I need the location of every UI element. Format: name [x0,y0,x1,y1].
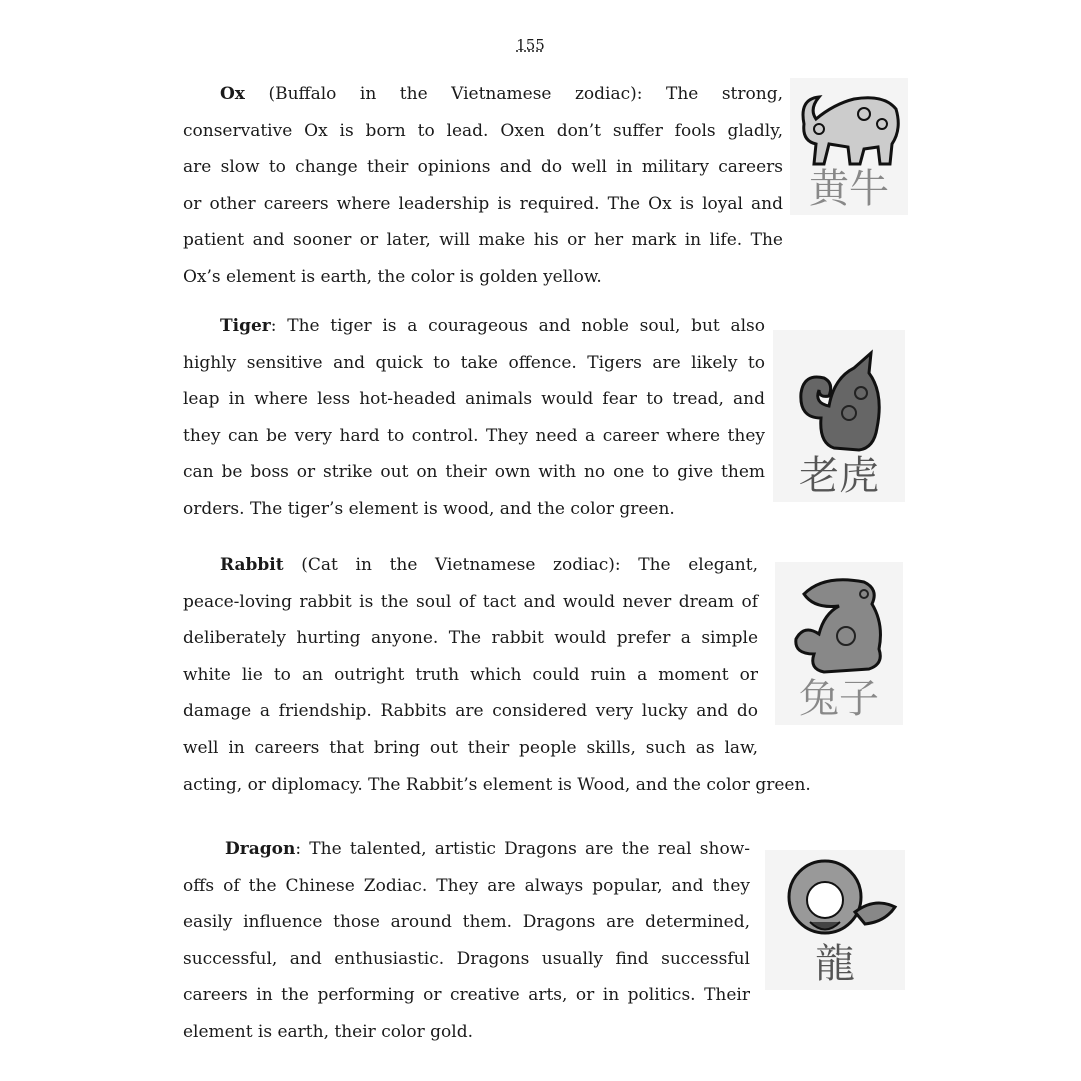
paragraph-line: Tiger: The tiger is a courageous and noble soul, but also [220,316,765,336]
chinese-characters: 龍 [815,941,855,987]
paragraph-line: orders. The tiger’s element is wood, and the color green. [183,498,675,519]
tiger-illustration [773,330,905,502]
paragraph-line: successful, and enthusiastic. Dragons usually find successful [183,948,750,969]
paragraph-line: well in careers that bring out their people skills, such as law, [183,737,758,758]
ox-paragraph [183,76,783,296]
paragraph-line: Ox’s element is earth, the color is golden yellow. [183,266,602,287]
rabbit-illustration [775,562,903,725]
paragraph-line: or other careers where leadership is required. The Ox is loyal and [183,193,783,214]
tiger-icon [789,348,889,456]
paragraph-line: Rabbit (Cat in the Vietnamese zodiac): The elegant, [220,555,758,575]
paragraph-line: careers in the performing or creative arts, or in politics. Their [183,985,750,1006]
paragraph-line: deliberately hurting anyone. The rabbit would prefer a simple [183,628,758,649]
ox-illustration [790,78,908,215]
paragraph-line: highly sensitive and quick to take offence. Tigers are likely to [183,352,765,373]
paragraph-line: are slow to change their opinions and do well in military careers [183,157,783,178]
dragon-illustration [765,850,905,990]
rabbit-paragraph [183,547,811,803]
paragraph-line: peace-loving rabbit is the soul of tact and would never dream of [183,591,758,612]
paragraph-line: acting, or diplomacy. The Rabbit’s element is Wood, and the color green. [183,774,811,795]
paragraph-line: damage a friendship. Rabbits are considered very lucky and do [183,701,758,722]
paragraph-line: white lie to an outright truth which could ruin a moment or [183,664,758,685]
entry-name: Rabbit [220,555,284,575]
ox-icon [794,89,904,169]
rabbit-icon [784,574,894,679]
entry-name: Tiger [220,316,271,336]
paragraph-line: conservative Ox is born to lead. Oxen don’t suffer fools gladly, [183,120,783,141]
paragraph-line: offs of the Chinese Zodiac. They are always popular, and they [183,875,750,896]
chinese-characters: 黄牛 [809,166,889,212]
paragraph-line: Dragon: The talented, artistic Dragons are the real show- [225,839,750,859]
dragon-icon [765,852,905,944]
chinese-characters: 兔子 [799,676,879,722]
paragraph-line: patient and sooner or later, will make his or her mark in life. The [183,230,783,251]
paragraph-line: they can be very hard to control. They need a career where they [183,425,765,446]
paragraph-line: easily influence those around them. Dragons are determined, [183,912,750,933]
entry-name: Dragon [225,839,296,859]
entry-name: Ox [220,84,245,104]
dragon-paragraph [183,831,750,1051]
chinese-characters: 老虎 [799,453,879,499]
paragraph-line: element is earth, their color gold. [183,1021,474,1042]
paragraph-line: Ox (Buffalo in the Vietnamese zodiac): The strong, [220,84,783,104]
paragraph-line: can be boss or strike out on their own with no one to give them [183,462,765,483]
tiger-paragraph [183,308,765,528]
page-number: 155 [516,36,545,54]
paragraph-line: leap in where less hot-headed animals would fear to tread, and [183,389,765,410]
